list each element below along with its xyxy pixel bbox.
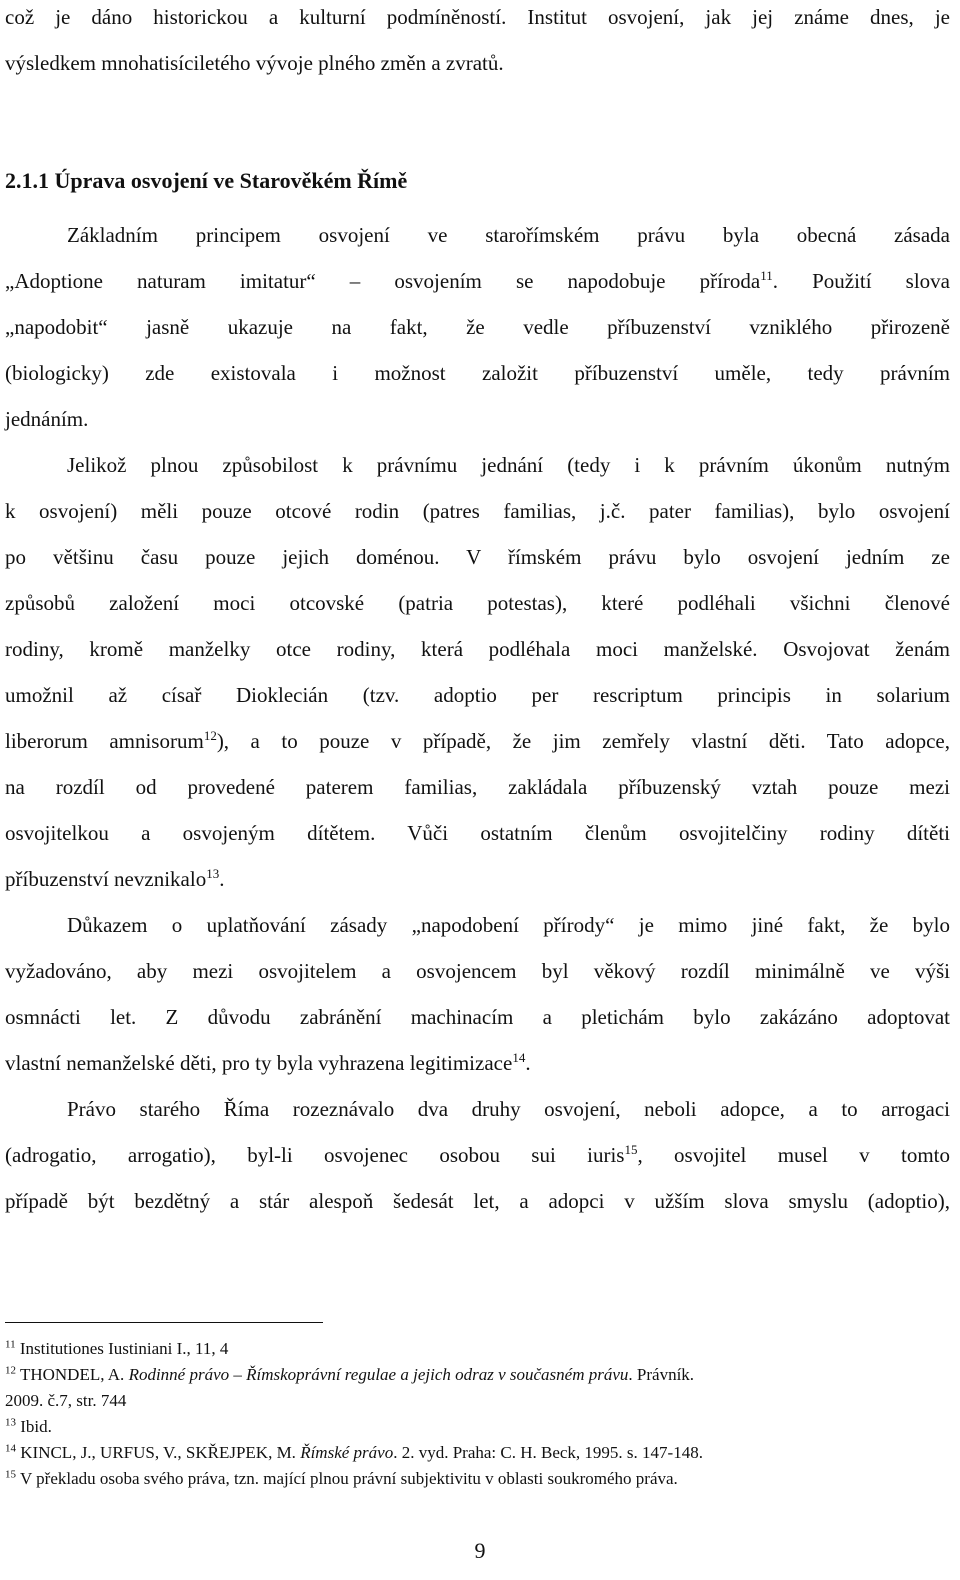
footnote-ref-14: 14 bbox=[512, 1050, 526, 1065]
footnote-13: $^{13}$ Ibid. bbox=[5, 1416, 52, 1436]
p1-line-3: „napodobit“ jasně ukazuje na fakt, že vedle příbuzenství vzniklého přirozeně bbox=[5, 315, 950, 339]
p4-line-3: případě být bezdětný a stár alespoň šedesát let, a adopci v užším slova smyslu (adoptio), bbox=[5, 1189, 950, 1213]
p1-line-5: jednáním. bbox=[5, 407, 89, 431]
p1-line-1: Základním principem osvojení ve starořímském právu byla obecná zásada bbox=[67, 223, 950, 247]
intro-line-2: výsledkem mnohatisíciletého vývoje plného změn a zvratů. bbox=[5, 51, 504, 75]
intro-line-1: což je dáno historickou a kulturní podmíněností. Institut osvojení, jak jej známe dnes, je bbox=[5, 5, 950, 29]
footnote-11: $^{11}$ Institutiones Iustiniani I., 11, 4 bbox=[5, 1338, 229, 1358]
p4-line-1: Právo starého Říma rozeznávalo dva druhy osvojení, neboli adopce, a to arrogaci bbox=[67, 1097, 950, 1121]
p3-line-4: vlastní nemanželské děti, pro ty byla vyhrazena legitimizace$^{14}$. bbox=[5, 1050, 531, 1075]
p1-line-2: „Adoptione naturam imitatur“ – osvojením se napodobuje příroda$^{11}$. Použití slova bbox=[5, 268, 950, 293]
p2-line-5: rodiny, kromě manželky otce rodiny, která podléhala moci manželské. Osvojovat ženám bbox=[5, 637, 950, 661]
p1-line-4: (biologicky) zde existovala i možnost založit příbuzenství uměle, tedy právním bbox=[5, 361, 950, 385]
footnote-15: $^{15}$ V překladu osoba svého práva, tzn. mající plnou právní subjektivitu v oblasti soukromého práva. bbox=[5, 1468, 678, 1488]
footnote-14: $^{14}$ KINCL, J., URFUS, V., SKŘEJPEK, M. Římské právo. 2. vyd. Praha: C. H. Beck, 1995. s. 147-148. bbox=[5, 1442, 703, 1462]
p2-line-4: způsobů založení moci otcovské (patria potestas), které podléhali všichni členové bbox=[5, 591, 950, 615]
p2-line-10: příbuzenství nevznikalo$^{13}$. bbox=[5, 866, 225, 891]
footnote-ref-13: 13 bbox=[206, 866, 220, 881]
page-number: 9 bbox=[474, 1538, 486, 1563]
section-heading: 2.1.1 Úprava osvojení ve Starověkém Římě bbox=[5, 168, 408, 193]
p4-line-2: (adrogatio, arrogatio), byl-li osvojenec osobou sui iuris$^{15}$, osvojitel musel v tomto bbox=[5, 1142, 950, 1167]
footnote-ref-12: 12 bbox=[203, 728, 217, 743]
footnote-12: $^{12}$ THONDEL, A. Rodinné právo – Římskoprávní regulae a jejich odraz v současném právu. Právník. bbox=[5, 1364, 695, 1384]
p2-line-6: umožnil až císař Dioklecián (tzv. adoptio per rescriptum principis in solarium bbox=[5, 683, 950, 707]
p2-line-9: osvojitelkou a osvojeným dítětem. Vůči ostatním členům osvojitelčiny rodiny dítěti bbox=[5, 821, 950, 845]
p3-line-1: Důkazem o uplatňování zásady „napodobení přírody“ je mimo jiné fakt, že bylo bbox=[67, 913, 950, 937]
p3-line-3: osmnácti let. Z důvodu zabránění machinacím a pletichám bylo zakázáno adoptovat bbox=[5, 1005, 950, 1029]
footnote-separator bbox=[5, 1322, 323, 1323]
p2-line-2: k osvojení) měli pouze otcové rodin (patres familias, j.č. pater familias), bylo osvojení bbox=[5, 499, 950, 523]
p2-line-3: po většinu času pouze jejich doménou. V římském právu bylo osvojení jedním ze bbox=[5, 545, 950, 569]
p2-line-1: Jelikož plnou způsobilost k právnímu jednání (tedy i k právním úkonům nutným bbox=[67, 453, 950, 477]
p2-line-8: na rozdíl od provedené paterem familias, zakládala příbuzenský vztah pouze mezi bbox=[5, 775, 950, 799]
footnote-12-cont: 2009. č.7, str. 744 bbox=[5, 1391, 127, 1410]
footnote-ref-11: 11 bbox=[760, 268, 773, 283]
p3-line-2: vyžadováno, aby mezi osvojitelem a osvojencem byl věkový rozdíl minimálně ve výši bbox=[5, 959, 950, 983]
footnote-ref-15: 15 bbox=[624, 1142, 638, 1157]
p2-line-7: liberorum amnisorum$^{12}$), a to pouze v případě, že jim zemřely vlastní děti. Tato adopce, bbox=[5, 728, 950, 753]
